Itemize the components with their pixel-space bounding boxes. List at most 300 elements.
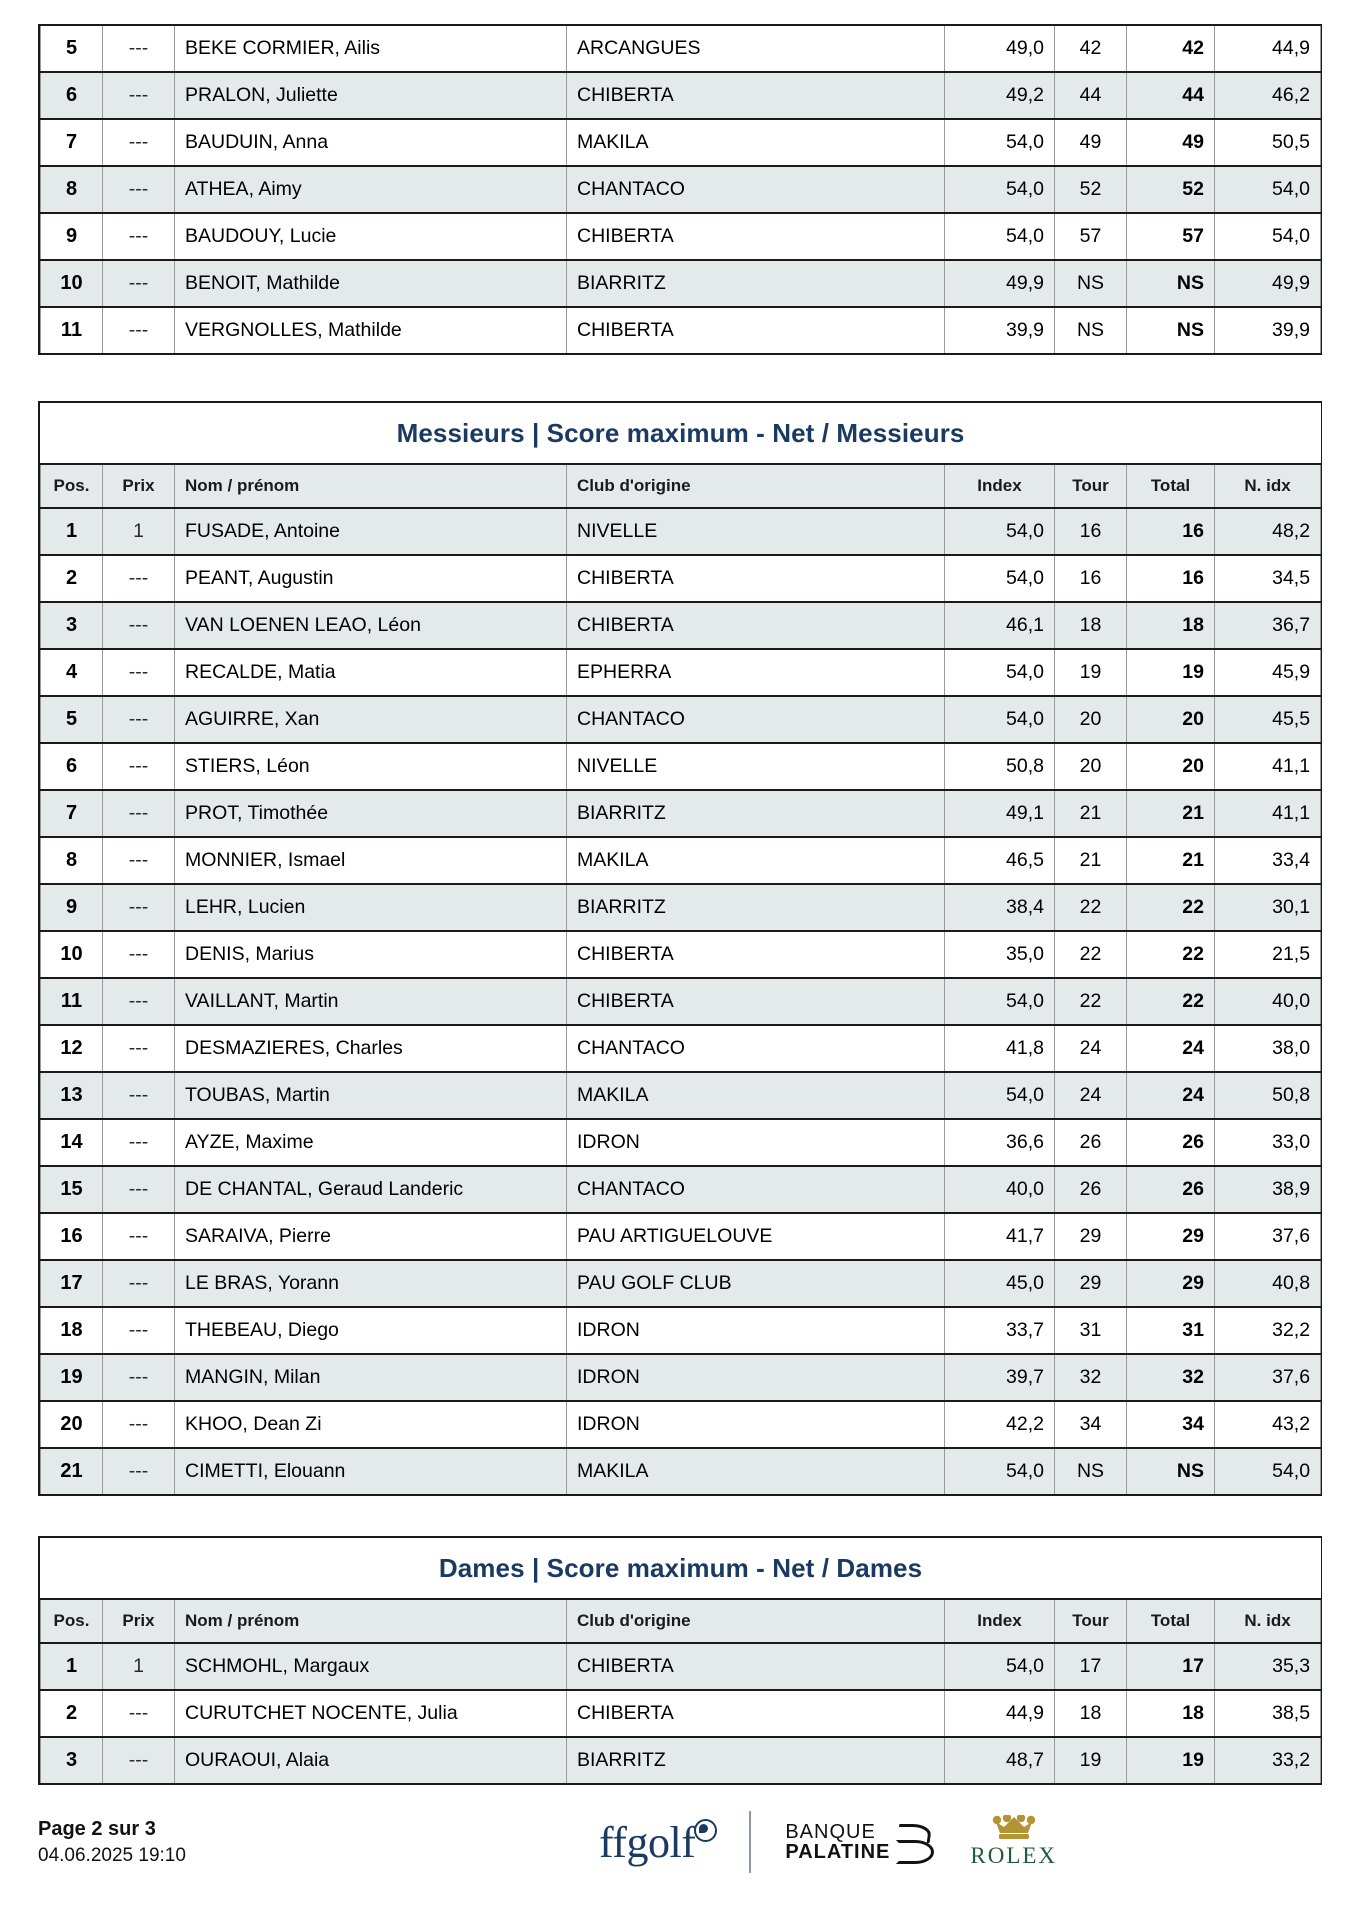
player-total: 20: [1127, 743, 1215, 790]
player-club: CHIBERTA: [567, 307, 945, 353]
player-club: EPHERRA: [567, 649, 945, 696]
column-header-total: Total: [1127, 1599, 1215, 1643]
column-header-tour: Tour: [1055, 464, 1127, 508]
player-name: PEANT, Augustin: [175, 555, 567, 602]
player-nidx: 32,2: [1215, 1307, 1321, 1354]
nom-pos: 4: [41, 649, 103, 696]
nom-prix: ---: [103, 1166, 175, 1213]
logo-divider: [749, 1811, 751, 1873]
player-index: 54,0: [945, 1072, 1055, 1119]
player-index: 54,0: [945, 978, 1055, 1025]
player-index: 49,9: [945, 260, 1055, 307]
player-total: 16: [1127, 555, 1215, 602]
nom-prix: ---: [103, 555, 175, 602]
player-total: 18: [1127, 1690, 1215, 1737]
nom-pos: 11: [41, 307, 103, 353]
table-row: [41, 1307, 1321, 1354]
player-nidx: 50,8: [1215, 1072, 1321, 1119]
nom-prix: ---: [103, 166, 175, 213]
player-club: IDRON: [567, 1307, 945, 1354]
player-club: BIARRITZ: [567, 260, 945, 307]
table-row: [41, 1448, 1321, 1494]
player-total: 29: [1127, 1213, 1215, 1260]
player-club: IDRON: [567, 1119, 945, 1166]
player-nidx: 30,1: [1215, 884, 1321, 931]
player-name: BAUDOUY, Lucie: [175, 213, 567, 260]
nom-prix: ---: [103, 1737, 175, 1783]
nom-prix: ---: [103, 837, 175, 884]
player-total: 31: [1127, 1307, 1215, 1354]
nom-prix: ---: [103, 931, 175, 978]
player-club: MAKILA: [567, 119, 945, 166]
player-nidx: 35,3: [1215, 1643, 1321, 1690]
nom-prix: ---: [103, 1260, 175, 1307]
player-nidx: 37,6: [1215, 1213, 1321, 1260]
player-tour: 24: [1055, 1025, 1127, 1072]
player-tour: NS: [1055, 1448, 1127, 1494]
rolex-crown-icon: [991, 1815, 1037, 1841]
player-index: 54,0: [945, 508, 1055, 555]
player-club: MAKILA: [567, 837, 945, 884]
column-header-club: Club d'origine: [567, 1599, 945, 1643]
column-header-prix: Prix: [103, 1599, 175, 1643]
banque-palatine-line1: BANQUE: [785, 1821, 876, 1843]
player-index: 33,7: [945, 1307, 1055, 1354]
player-nidx: 41,1: [1215, 790, 1321, 837]
player-tour: 16: [1055, 555, 1127, 602]
nom-prix: ---: [103, 978, 175, 1025]
table-row: [41, 166, 1321, 213]
player-total: 21: [1127, 790, 1215, 837]
nom-pos: 3: [41, 1737, 103, 1783]
column-header-index: Index: [945, 464, 1055, 508]
player-tour: 22: [1055, 931, 1127, 978]
nom-prix: ---: [103, 649, 175, 696]
player-tour: 26: [1055, 1166, 1127, 1213]
table-row: [41, 790, 1321, 837]
player-total: 42: [1127, 26, 1215, 72]
player-nidx: 36,7: [1215, 602, 1321, 649]
nom-pos: 10: [41, 260, 103, 307]
player-tour: 44: [1055, 72, 1127, 119]
table-row: [41, 931, 1321, 978]
player-name: OURAOUI, Alaia: [175, 1737, 567, 1783]
player-index: 50,8: [945, 743, 1055, 790]
dames-section-title: Dames | Score maximum - Net / Dames: [41, 1538, 1321, 1599]
player-total: 19: [1127, 649, 1215, 696]
table-row: [41, 1213, 1321, 1260]
continued-table-section: [38, 0, 1318, 355]
nom-pos: 6: [41, 743, 103, 790]
player-name: RECALDE, Matia: [175, 649, 567, 696]
player-index: 49,2: [945, 72, 1055, 119]
nom-prix: 1: [103, 1643, 175, 1690]
column-header-nom: Nom / prénom: [175, 464, 567, 508]
player-club: CHIBERTA: [567, 978, 945, 1025]
player-index: 41,8: [945, 1025, 1055, 1072]
table-row: [41, 884, 1321, 931]
table-row: [41, 260, 1321, 307]
player-index: 54,0: [945, 213, 1055, 260]
player-index: 39,9: [945, 307, 1055, 353]
nom-pos: 11: [41, 978, 103, 1025]
player-name: VERGNOLLES, Mathilde: [175, 307, 567, 353]
player-tour: 26: [1055, 1119, 1127, 1166]
player-total: 24: [1127, 1072, 1215, 1119]
player-tour: NS: [1055, 307, 1127, 353]
player-total: 18: [1127, 602, 1215, 649]
player-nidx: 54,0: [1215, 1448, 1321, 1494]
player-tour: 19: [1055, 1737, 1127, 1783]
player-total: 16: [1127, 508, 1215, 555]
nom-prix: ---: [103, 72, 175, 119]
player-name: AYZE, Maxime: [175, 1119, 567, 1166]
player-name: FUSADE, Antoine: [175, 508, 567, 555]
table-row: [41, 555, 1321, 602]
player-name: CURUTCHET NOCENTE, Julia: [175, 1690, 567, 1737]
nom-pos: 16: [41, 1213, 103, 1260]
player-tour: 22: [1055, 884, 1127, 931]
player-index: 42,2: [945, 1401, 1055, 1448]
table-row: [41, 508, 1321, 555]
banque-palatine-line2: PALATINE: [785, 1841, 891, 1863]
column-header-pos: Pos.: [41, 464, 103, 508]
nom-pos: 10: [41, 931, 103, 978]
player-total: 57: [1127, 213, 1215, 260]
column-header-club: Club d'origine: [567, 464, 945, 508]
player-index: 44,9: [945, 1690, 1055, 1737]
table-row: [41, 1401, 1321, 1448]
nom-pos: 20: [41, 1401, 103, 1448]
player-nidx: 44,9: [1215, 26, 1321, 72]
player-club: CHIBERTA: [567, 931, 945, 978]
player-name: AGUIRRE, Xan: [175, 696, 567, 743]
nom-prix: ---: [103, 1354, 175, 1401]
nom-pos: 1: [41, 508, 103, 555]
table-body: [41, 1643, 1321, 1783]
player-club: IDRON: [567, 1354, 945, 1401]
player-nidx: 45,5: [1215, 696, 1321, 743]
player-tour: 20: [1055, 696, 1127, 743]
player-nidx: 49,9: [1215, 260, 1321, 307]
player-index: 46,5: [945, 837, 1055, 884]
nom-pos: 17: [41, 1260, 103, 1307]
nom-prix: ---: [103, 1307, 175, 1354]
player-tour: 49: [1055, 119, 1127, 166]
player-tour: 21: [1055, 837, 1127, 884]
player-nidx: 33,2: [1215, 1737, 1321, 1783]
nom-prix: ---: [103, 119, 175, 166]
player-tour: NS: [1055, 260, 1127, 307]
player-name: DESMAZIERES, Charles: [175, 1025, 567, 1072]
player-total: 21: [1127, 837, 1215, 884]
ffgolf-logo-text: ffgolf: [598, 1817, 696, 1867]
messieurs-title-row: [41, 403, 1321, 464]
dames-header-row: [41, 1599, 1321, 1643]
player-club: CHIBERTA: [567, 1643, 945, 1690]
table-row: [41, 696, 1321, 743]
player-name: CIMETTI, Elouann: [175, 1448, 567, 1494]
generation-timestamp: 04.06.2025 19:10: [38, 1844, 186, 1866]
nom-pos: 15: [41, 1166, 103, 1213]
player-tour: 21: [1055, 790, 1127, 837]
player-nidx: 46,2: [1215, 72, 1321, 119]
player-tour: 20: [1055, 743, 1127, 790]
player-index: 46,1: [945, 602, 1055, 649]
player-total: 24: [1127, 1025, 1215, 1072]
player-club: BIARRITZ: [567, 884, 945, 931]
nom-prix: ---: [103, 213, 175, 260]
player-index: 54,0: [945, 166, 1055, 213]
player-index: 41,7: [945, 1213, 1055, 1260]
player-total: 52: [1127, 166, 1215, 213]
player-club: CHANTACO: [567, 166, 945, 213]
player-name: LE BRAS, Yorann: [175, 1260, 567, 1307]
rolex-logo: [970, 1815, 1057, 1869]
nom-pos: 9: [41, 884, 103, 931]
column-header-pos: Pos.: [41, 1599, 103, 1643]
player-total: 26: [1127, 1119, 1215, 1166]
player-index: 54,0: [945, 649, 1055, 696]
player-club: CHIBERTA: [567, 602, 945, 649]
player-club: BIARRITZ: [567, 1737, 945, 1783]
player-total: 20: [1127, 696, 1215, 743]
page-footer: [38, 1796, 1318, 1888]
player-name: SCHMOHL, Margaux: [175, 1643, 567, 1690]
player-club: NIVELLE: [567, 508, 945, 555]
table-row: [41, 602, 1321, 649]
player-tour: 16: [1055, 508, 1127, 555]
player-total: 22: [1127, 884, 1215, 931]
player-nidx: 38,0: [1215, 1025, 1321, 1072]
player-nidx: 38,5: [1215, 1690, 1321, 1737]
column-header-total: Total: [1127, 464, 1215, 508]
player-name: KHOO, Dean Zi: [175, 1401, 567, 1448]
nom-pos: 1: [41, 1643, 103, 1690]
player-name: BENOIT, Mathilde: [175, 260, 567, 307]
player-index: 54,0: [945, 1448, 1055, 1494]
ffgolf-logo: [599, 1817, 715, 1868]
player-club: CHIBERTA: [567, 213, 945, 260]
player-total: 49: [1127, 119, 1215, 166]
player-total: 17: [1127, 1643, 1215, 1690]
table-row: [41, 119, 1321, 166]
table-row: [41, 1737, 1321, 1783]
column-header-index: Index: [945, 1599, 1055, 1643]
player-tour: 52: [1055, 166, 1127, 213]
player-index: 45,0: [945, 1260, 1055, 1307]
table-body: [41, 508, 1321, 1494]
footer-logos: [338, 1811, 1318, 1873]
player-total: 32: [1127, 1354, 1215, 1401]
footer-page-info: [38, 1816, 338, 1867]
player-nidx: 38,9: [1215, 1166, 1321, 1213]
player-club: CHIBERTA: [567, 1690, 945, 1737]
player-club: CHIBERTA: [567, 72, 945, 119]
player-nidx: 50,5: [1215, 119, 1321, 166]
player-nidx: 40,0: [1215, 978, 1321, 1025]
nom-prix: ---: [103, 884, 175, 931]
player-nidx: 33,4: [1215, 837, 1321, 884]
nom-pos: 9: [41, 213, 103, 260]
player-total: 34: [1127, 1401, 1215, 1448]
nom-pos: 6: [41, 72, 103, 119]
table-row: [41, 1643, 1321, 1690]
player-tour: 31: [1055, 1307, 1127, 1354]
nom-prix: ---: [103, 602, 175, 649]
messieurs-table-block: [38, 401, 1322, 1496]
table-row: [41, 26, 1321, 72]
player-name: TOUBAS, Martin: [175, 1072, 567, 1119]
player-tour: 42: [1055, 26, 1127, 72]
table-row: [41, 1690, 1321, 1737]
messieurs-header-row: [41, 464, 1321, 508]
nom-prix: ---: [103, 260, 175, 307]
player-tour: 32: [1055, 1354, 1127, 1401]
player-club: BIARRITZ: [567, 790, 945, 837]
dames-continued-table-block: [38, 24, 1322, 355]
section-gap: [38, 355, 1318, 401]
player-index: 54,0: [945, 555, 1055, 602]
player-name: SARAIVA, Pierre: [175, 1213, 567, 1260]
player-index: 36,6: [945, 1119, 1055, 1166]
table-row: [41, 1119, 1321, 1166]
player-total: 22: [1127, 978, 1215, 1025]
nom-pos: 5: [41, 696, 103, 743]
section-gap: [38, 1496, 1318, 1536]
table-row: [41, 1025, 1321, 1072]
player-club: PAU ARTIGUELOUVE: [567, 1213, 945, 1260]
table-row: [41, 1354, 1321, 1401]
player-tour: 18: [1055, 1690, 1127, 1737]
page-number-label: Page 2 sur 3: [38, 1818, 156, 1841]
dames-title-row: [41, 1538, 1321, 1599]
table-row: [41, 1072, 1321, 1119]
player-tour: 24: [1055, 1072, 1127, 1119]
player-nidx: 21,5: [1215, 931, 1321, 978]
player-nidx: 54,0: [1215, 213, 1321, 260]
player-tour: 22: [1055, 978, 1127, 1025]
nom-pos: 8: [41, 166, 103, 213]
player-nidx: 34,5: [1215, 555, 1321, 602]
banque-palatine-mark-icon: [892, 1822, 936, 1862]
player-total: 26: [1127, 1166, 1215, 1213]
dames-table: [40, 1538, 1321, 1783]
dames-table-block: [38, 1536, 1322, 1785]
player-name: LEHR, Lucien: [175, 884, 567, 931]
player-nidx: 43,2: [1215, 1401, 1321, 1448]
table-row: [41, 649, 1321, 696]
nom-pos: 2: [41, 555, 103, 602]
player-nidx: 45,9: [1215, 649, 1321, 696]
table-row: [41, 307, 1321, 353]
player-total: NS: [1127, 260, 1215, 307]
player-name: MONNIER, Ismael: [175, 837, 567, 884]
player-tour: 29: [1055, 1213, 1127, 1260]
player-tour: 29: [1055, 1260, 1127, 1307]
player-index: 54,0: [945, 1643, 1055, 1690]
table-row: [41, 72, 1321, 119]
player-index: 38,4: [945, 884, 1055, 931]
player-tour: 34: [1055, 1401, 1127, 1448]
nom-prix: ---: [103, 1690, 175, 1737]
player-name: BEKE CORMIER, Ailis: [175, 26, 567, 72]
registered-trademark-icon: [694, 1819, 717, 1842]
player-index: 39,7: [945, 1354, 1055, 1401]
player-tour: 18: [1055, 602, 1127, 649]
table-row: [41, 743, 1321, 790]
player-tour: 57: [1055, 213, 1127, 260]
nom-prix: ---: [103, 307, 175, 353]
messieurs-table: [40, 403, 1321, 1494]
player-name: VAN LOENEN LEAO, Léon: [175, 602, 567, 649]
nom-pos: 19: [41, 1354, 103, 1401]
player-name: THEBEAU, Diego: [175, 1307, 567, 1354]
player-total: NS: [1127, 1448, 1215, 1494]
player-index: 54,0: [945, 119, 1055, 166]
player-index: 35,0: [945, 931, 1055, 978]
player-nidx: 37,6: [1215, 1354, 1321, 1401]
player-name: MANGIN, Milan: [175, 1354, 567, 1401]
player-nidx: 54,0: [1215, 166, 1321, 213]
player-club: CHANTACO: [567, 1166, 945, 1213]
table-row: [41, 213, 1321, 260]
player-club: MAKILA: [567, 1448, 945, 1494]
nom-prix: ---: [103, 1119, 175, 1166]
nom-prix: ---: [103, 1072, 175, 1119]
table-row: [41, 978, 1321, 1025]
player-name: VAILLANT, Martin: [175, 978, 567, 1025]
player-name: PRALON, Juliette: [175, 72, 567, 119]
table-row: [41, 1166, 1321, 1213]
messieurs-section-title: Messieurs | Score maximum - Net / Messieurs: [41, 403, 1321, 464]
nom-pos: 8: [41, 837, 103, 884]
player-tour: 17: [1055, 1643, 1127, 1690]
column-header-prix: Prix: [103, 464, 175, 508]
player-index: 49,0: [945, 26, 1055, 72]
nom-pos: 13: [41, 1072, 103, 1119]
player-club: ARCANGUES: [567, 26, 945, 72]
nom-prix: ---: [103, 1448, 175, 1494]
nom-pos: 18: [41, 1307, 103, 1354]
player-club: CHIBERTA: [567, 555, 945, 602]
player-name: BAUDUIN, Anna: [175, 119, 567, 166]
nom-prix: ---: [103, 1213, 175, 1260]
rolex-logo-text: ROLEX: [970, 1843, 1058, 1868]
player-index: 49,1: [945, 790, 1055, 837]
player-name: DENIS, Marius: [175, 931, 567, 978]
player-nidx: 33,0: [1215, 1119, 1321, 1166]
player-index: 40,0: [945, 1166, 1055, 1213]
player-club: IDRON: [567, 1401, 945, 1448]
nom-pos: 12: [41, 1025, 103, 1072]
table-body: [41, 26, 1321, 353]
player-index: 48,7: [945, 1737, 1055, 1783]
player-name: ATHEA, Aimy: [175, 166, 567, 213]
nom-prix: ---: [103, 1025, 175, 1072]
player-club: NIVELLE: [567, 743, 945, 790]
table-row: [41, 1260, 1321, 1307]
dames-continued-table: [40, 26, 1321, 353]
player-total: 44: [1127, 72, 1215, 119]
nom-pos: 21: [41, 1448, 103, 1494]
nom-pos: 2: [41, 1690, 103, 1737]
player-name: PROT, Timothée: [175, 790, 567, 837]
player-total: 29: [1127, 1260, 1215, 1307]
column-header-nidx: N. idx: [1215, 1599, 1321, 1643]
nom-pos: 14: [41, 1119, 103, 1166]
player-nidx: 41,1: [1215, 743, 1321, 790]
